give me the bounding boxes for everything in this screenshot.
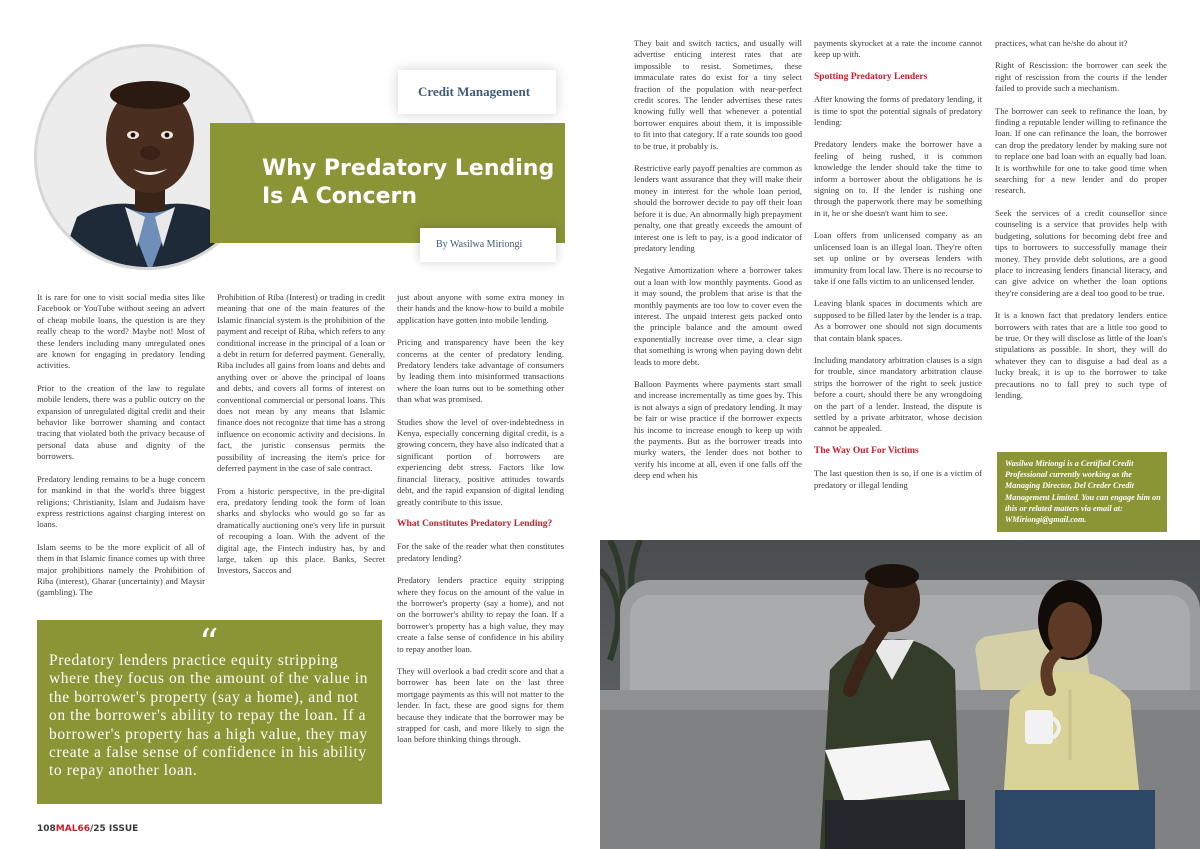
paragraph: After knowing the forms of predatory lending, it is time to spot the potential signals of predatory lending:: [814, 94, 982, 128]
paragraph: Prior to the creation of the law to regulate mobile lenders, there was a public outcry on the expansion of unregulated digital credit and their behavior like borrower shaming and contact tracing that violated both the privacy because of personal data abuse and dignity of the borrowers.: [37, 382, 205, 462]
article-column-1: [37, 292, 205, 610]
paragraph: They will overlook a bad credit score and that a borrower has been late on the last three mortgage payments as this will not matter to the lender. In fact, these are good signs for them because they indicate that the borrower may be strapped for cash, and more likely to sign the loan before thinking things through.: [397, 665, 564, 745]
paragraph: The last question then is so, if one is a victim of predatory or illegal lending: [814, 468, 982, 490]
paragraph: Studies show the level of over-indebtedness in Kenya, especially concerning digital credit, is a growing concern, they have also indicated that a significant portion of borrowers are experiencing debt stress. Factors like low financial literacy, positive attitudes towards debt, and the rapid expansion of digital lending greatly contribute to this issue.: [397, 416, 564, 507]
byline-text: By Wasilwa Miriongi: [436, 239, 523, 250]
paragraph: Prohibition of Riba (Interest) or trading in credit meaning that one of the main features of the Islamic financial system is the prohibition of the payment and receipt of Riba, which refers to any conditional increase in the principal of a loan or a debt in return for deferred payment. Generally, Riba includes all gains from loans and debts and anything over or above the principal of loans and debts, and covers all forms of interest on conventional commercial or personal loans. This does not mean by any means that Islamic finance does not recognize that time has a strong influence on economic activity and decisions. In fact, the juristic consensus permits the possibility of increasing the item's price for deferred payment in the case of sale contract.: [217, 292, 385, 474]
page-footer: [37, 824, 138, 834]
paragraph: Predatory lending remains to be a huge concern for mankind in that the world's three biggest religions; Christianity, Islam and Judaism have express restrictions against charging interest on loans.: [37, 473, 205, 530]
pull-quote: [37, 620, 382, 804]
quote-mark-icon: “: [199, 621, 219, 665]
magazine-name: MAL66: [55, 824, 90, 834]
article-column-2: [217, 292, 385, 588]
paragraph: For the sake of the reader what then constitutes predatory lending?: [397, 541, 564, 563]
page-number: 108: [37, 824, 56, 834]
couple-photo: [600, 540, 1200, 849]
paragraph: Balloon Payments where payments start small and increase incrementally as time goes by. This is not always a sign of predatory lending. It may be fair or wise practice if the borrower expects his income to increase enough to keep up with the payments. But as the borrower treads into murky waters, the lender does not bother to verify his income at all, even if one falls off the deep end when his: [634, 378, 802, 481]
paragraph: They bait and switch tactics, and usually will advertise enticing interest rates that are impossible to resist. Sometimes, these immaculate rates do exist for a tiny select fraction of the population with near-perfect credit scores. The lender advertises these rates knowing fully well that whenever a potential borrower enquires about them, it is impossible to fit into that category. If a rate sounds too good to be true, it probably is.: [634, 38, 802, 151]
paragraph: Predatory lenders practice equity stripping where they focus on the amount of the value in the borrower's property (say a home), and not on the borrower's ability to repay the loan. If a borrower's property has a high value, they may create a false sense of confidence in his ability to repay another loan.: [397, 575, 564, 654]
article-column-3: [397, 292, 564, 757]
paragraph: Including mandatory arbitration clauses is a sign for trouble, since mandatory arbitration clause strips the borrower of the right to seek justice before a court, should there be any wrongdoing on the part of a lender. Instead, the dispute is settled by a private arbitrator, whose decision cannot be appealed.: [814, 354, 982, 434]
paragraph: Pricing and transparency have been the key concerns at the center of predatory lending. Predatory lenders take advantage of consumers by leading them into misinformed transactions where the loan turns out to be something other than what was promised.: [397, 337, 564, 405]
byline: [420, 228, 556, 262]
issue-label: /25 ISSUE: [89, 824, 139, 834]
couple-illustration: [600, 540, 1200, 849]
paragraph: Loan offers from unlicensed company as an unlicensed loan is an illegal loan. They're often set up online or by overseas lenders with immunity from local law. There is no recourse to take if one falls victim to an unlicensed lender.: [814, 230, 983, 286]
section-tag: [398, 70, 556, 114]
paragraph: Islam seems to be the more explicit of all of them in that Islamic finance comes up with three major prohibitions namely the Prohibition of Riba (interest), Gharar (uncertainty) and Maysir (gambling). The: [37, 541, 205, 598]
pull-quote-text: Predatory lenders practice equity stripping where they focus on the amount of the value in the borrower's property (say a home), and not on the borrower's ability to repay the loan. If a borrower's property has a high value, they may create a false sense of confidence in his ability to repay another loan.: [49, 652, 368, 780]
section-heading: What Constitutes Predatory Lending?: [397, 518, 553, 529]
paragraph: From a historic perspective, in the pre-digital era, predatory lending took the form of loan sharks and shylocks who would go so far as dramatically auctioning one's very life in pursuit of recouping a loan. With the advent of the digital age, the Fintech industry has, by and large, taken up this place. Banks, Secret Investors, Saccos and: [217, 485, 385, 576]
paragraph: payments skyrocket at a rate the income cannot keep up with.: [814, 38, 982, 60]
paragraph: It is rare for one to visit social media sites like Facebook or YouTube without seeing an advert of cheap mobile loans, the question is are they really cheap to the word? Maybe not! Most of these lenders including many unregulated ones are known for engaging in predatory lending activities.: [37, 292, 205, 371]
paragraph: Right of Rescission: the borrower can seek the right of rescission from the courts if the lender failed to provide such a mechanism.: [995, 60, 1167, 94]
paragraph: Leaving blank spaces in documents which are supposed to be filled later by the lender is a trap. As a borrower one should not sign documents that contain blank spaces.: [814, 298, 982, 343]
section-tag-label: Credit Management: [418, 84, 531, 99]
title-line-1: Why Predatory Lending: [262, 156, 555, 181]
paragraph: practices, what can he/she do about it?: [995, 38, 1128, 48]
article-column-5: [814, 38, 982, 502]
paragraph: just about anyone with some extra money in their hands and the know-how to build a mobile application have gotten into mobile lending.: [397, 292, 564, 325]
paragraph: It is a known fact that predatory lenders entice borrowers with rates that are a little too good to be true. Or they will disclose as little of the loan's stipulations as possible. In short, they will do whatever they can to disguise a bad deal as a lucky break, it is up to the borrower to take precautions no to fall prey to such type of lending.: [995, 310, 1167, 400]
paragraph: Seek the services of a credit counsellor since counseling is a service that provides help with budgeting, solutions for becoming debt free and tips to borrowers to successfully manage their money. They provide debt solutions, are a good place to increasing lenders financial literacy, and can give advice on whether the loan options they're considering are a deal too good to be true.: [995, 207, 1167, 298]
article-column-6: [995, 38, 1167, 412]
section-heading: The Way Out For Victims: [814, 445, 919, 456]
author-bio-text: Wasilwa Miriongi is a Certified Credit Professional currently working as the Managing Director, Del Creder Credit Management Limited. You can engage him on this or related matters via email at: WMiriongi@gmail.com.: [1005, 459, 1161, 525]
title-band: [210, 123, 565, 243]
paragraph: Restrictive early payoff penalties are common as lenders want assurance that they will make their money in interest for the whole loan period, should the borrower decide to pay off their loan before it is due. An abnormally high prepayment penalty, one that greatly exceeds the amount of interest one is left to pay, is a good indicator of predatory lending: [634, 163, 802, 253]
paragraph: Predatory lenders make the borrower have a feeling of being rushed, it is common knowledge the lender should take the time to inform a borrower about the obligations he is signing on to. If the lender is rushing one through the paperwork there may be something in it, he or she doesn't want him to see.: [814, 139, 982, 218]
title-line-2: Is A Concern: [262, 184, 418, 209]
article-title: [262, 155, 554, 211]
article-column-4: [634, 38, 802, 493]
paragraph: The borrower can seek to refinance the loan, by finding a reputable lender willing to refinance the loan. If one can refinance the loan, the borrower can drop the predatory lender by making sure not to replace one bad loan with an equally bad loan. It is worthwhile for one to take good time when searching for a new lender and do proper research.: [995, 105, 1167, 196]
author-bio: [997, 452, 1167, 532]
paragraph: Negative Amortization where a borrower takes out a loan with low monthly payments. Good as it may sound, the problem that arise is that the monthly payments are too low to cover even the interest. The unpaid interest gets packed onto the principle balance and the amount owed exponentially increase over time, a clear sign that something is wrong when paying down debt leads to more debt.: [634, 265, 802, 367]
section-heading: Spotting Predatory Lenders: [814, 71, 928, 82]
